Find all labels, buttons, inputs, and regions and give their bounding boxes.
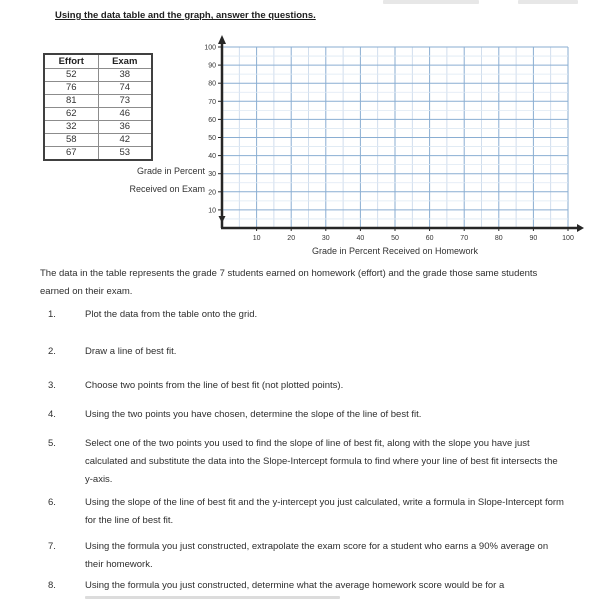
- y-tick-label: 50: [208, 135, 216, 142]
- y-tick-label: 90: [208, 62, 216, 70]
- question-number: 8.: [48, 580, 56, 591]
- question-item: [48, 343, 568, 361]
- y-axis-label-line2: Received on Exam: [129, 184, 205, 194]
- question-text: Using the formula you just constructed, determine what the average homework score would be for a: [85, 580, 505, 591]
- question-number: 1.: [48, 309, 56, 320]
- table-cell: 52: [44, 69, 98, 82]
- table-cell: 58: [44, 134, 98, 147]
- x-tick-label: 40: [356, 235, 365, 242]
- table-cell: 67: [44, 147, 98, 161]
- x-tick-label: 100: [562, 235, 574, 242]
- question-text: Choose two points from the line of best fit (not plotted points).: [85, 380, 344, 391]
- clipped-text-artifact: [383, 0, 479, 4]
- question-item: [48, 306, 568, 324]
- y-tick-label: 20: [208, 189, 216, 197]
- table-cell: 46: [98, 108, 152, 121]
- question-text: Select one of the two points you used to find the slope of line of best fit, along with the slope you have just calculated and substitute the data into the Slope-Intercept formula to find where your line of best fit intersects the y-axis.: [85, 438, 558, 485]
- table-row: [44, 69, 152, 82]
- question-text: Using the formula you just constructed, extrapolate the exam score for a student who earns a 90% average on their homework.: [85, 541, 549, 570]
- question-text: Plot the data from the table onto the grid.: [85, 309, 258, 320]
- table-row: [44, 121, 152, 134]
- table-cell: 76: [44, 82, 98, 95]
- question-item: [48, 406, 568, 424]
- y-tick-label: 10: [208, 207, 216, 215]
- question-item: [48, 577, 568, 595]
- table-header-cell: Exam: [98, 54, 152, 69]
- y-tick-label: 40: [208, 153, 216, 161]
- page-title: Using the data table and the graph, answer the questions.: [55, 10, 316, 21]
- y-axis-arrowhead-up: [218, 35, 226, 44]
- clipped-text-artifact: [85, 596, 340, 599]
- table-cell: 42: [98, 134, 152, 147]
- x-tick-label: 50: [391, 235, 399, 242]
- y-axis-label-line1: Grade in Percent: [136, 166, 205, 176]
- clipped-text-artifact: [518, 0, 578, 4]
- question-item: [48, 435, 568, 489]
- question-number: 4.: [48, 409, 56, 420]
- table-row: [44, 82, 152, 95]
- y-tick-label: 70: [208, 98, 216, 106]
- x-tick-label: 30: [321, 235, 330, 242]
- table-cell: 36: [98, 121, 152, 134]
- table-header-row: [44, 54, 152, 69]
- question-text: Draw a line of best fit.: [85, 346, 177, 357]
- y-tick-label: 30: [208, 171, 216, 179]
- x-axis-label: Grade in Percent Received on Homework: [311, 246, 479, 256]
- x-axis-arrowhead-right: [577, 224, 584, 232]
- table-cell: 73: [98, 95, 152, 108]
- x-tick-label: 70: [460, 235, 469, 242]
- y-tick-label: 80: [208, 80, 216, 88]
- y-axis-arrowhead-down: [219, 216, 226, 223]
- x-tick-label: 20: [287, 235, 296, 242]
- table-cell: 32: [44, 121, 98, 134]
- x-tick-label: 10: [252, 235, 261, 242]
- table-cell: 53: [98, 147, 152, 161]
- question-number: 7.: [48, 541, 56, 552]
- x-tick-label: 90: [529, 235, 538, 242]
- question-number: 3.: [48, 380, 56, 391]
- table-row: [44, 147, 152, 161]
- y-tick-label: 60: [208, 116, 216, 124]
- table-cell: 74: [98, 82, 152, 95]
- x-tick-label: 80: [494, 235, 503, 242]
- table-row: [44, 95, 152, 108]
- question-item: [48, 494, 568, 530]
- question-number: 6.: [48, 497, 56, 508]
- x-tick-label: 60: [425, 235, 434, 242]
- table-cell: 38: [98, 69, 152, 82]
- intro-paragraph: The data in the table represents the grade 7 students earned on homework (effort) and the grade those same students earned on their exam.: [40, 268, 538, 297]
- table-row: [44, 108, 152, 121]
- table-row: [44, 134, 152, 147]
- question-text: Using the two points you have chosen, determine the slope of the line of best fit.: [85, 409, 422, 420]
- question-number: 2.: [48, 346, 56, 357]
- table-header-cell: Effort: [44, 54, 98, 69]
- table-cell: 81: [44, 95, 98, 108]
- data-table: [43, 53, 153, 161]
- question-item: [48, 538, 568, 574]
- question-text: Using the slope of the line of best fit and the y-intercept you just calculated, write a formula in Slope-Intercept form for the line of best fit.: [85, 497, 564, 526]
- table-cell: 62: [44, 108, 98, 121]
- question-item: [48, 377, 568, 395]
- question-number: 5.: [48, 438, 56, 449]
- scatter-grid-chart: [195, 30, 590, 265]
- y-tick-label: 100: [204, 44, 216, 52]
